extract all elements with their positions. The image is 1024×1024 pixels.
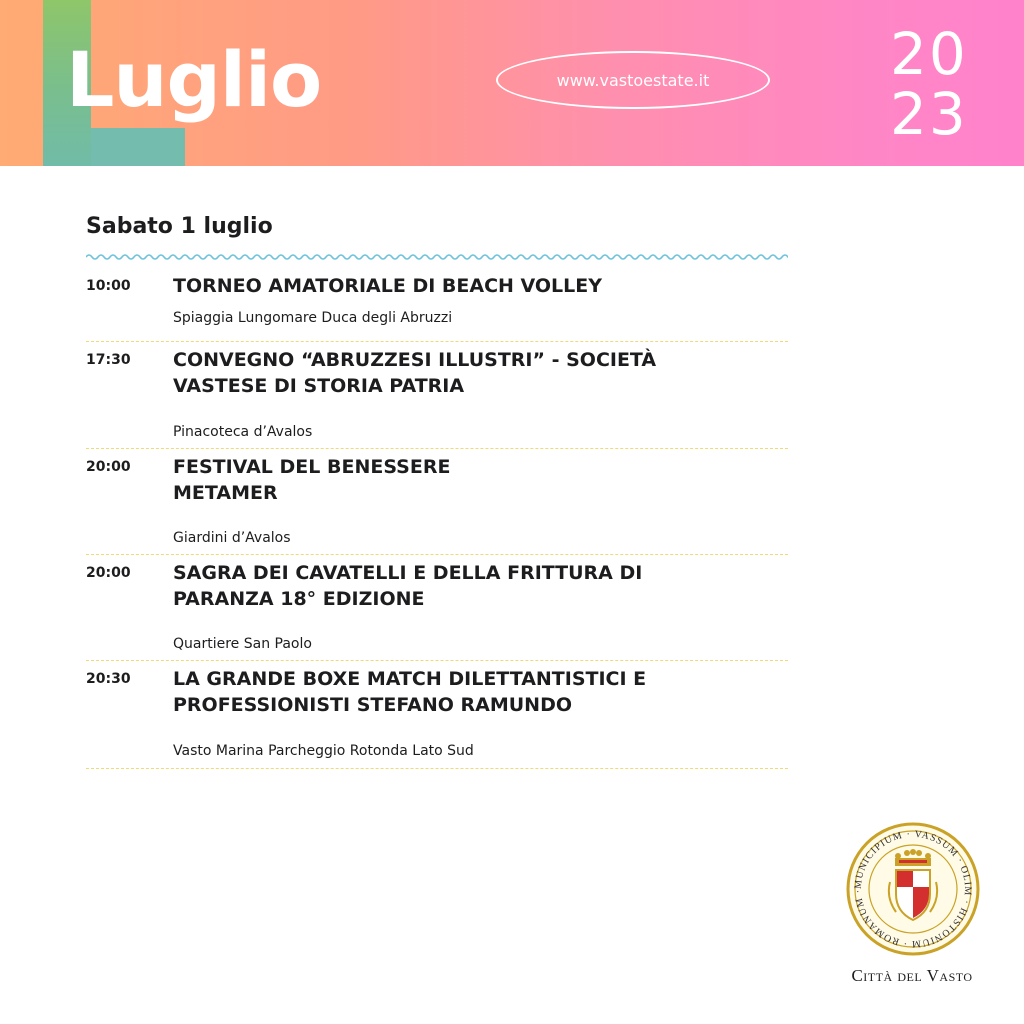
decorative-teal-block [91,128,185,166]
month-title: Luglio [66,35,322,124]
event-item [86,661,788,769]
wave-divider [86,251,788,263]
event-time: 20:00 [86,459,131,475]
event-venue: Vasto Marina Parcheggio Rotonda Lato Sud [173,743,474,759]
year-top: 20 [890,20,968,88]
event-title [173,454,773,506]
header-banner [0,0,1024,166]
event-venue: Giardini d’Avalos [173,530,291,546]
event-venue: Spiaggia Lungomare Duca degli Abruzzi [173,310,453,326]
year-bottom: 23 [890,80,968,148]
seal-inscription: MUNICIPIUM · VASSUM · OLIM · HISTONIUM · ROMANUM · [852,828,974,950]
event-title: TORNEO AMATORIALE DI BEACH VOLLEY [173,275,603,297]
event-title: CONVEGNO “ABRUZZESI ILLUSTRI” - SOCIETÀ VASTESE DI STORIA PATRIA [173,349,657,397]
event-item [86,268,788,342]
event-time: 20:00 [86,565,131,581]
event-item [86,449,788,555]
website-link[interactable]: www.vastoestate.it [496,51,770,109]
event-title: SAGRA DEI CAVATELLI E DELLA FRITTURA DI PARANZA 18° EDIZIONE [173,562,643,610]
event-title-line: FESTIVAL DEL BENESSERE [173,456,451,478]
year-label [890,20,980,148]
city-name: Città del Vasto [851,966,973,985]
day-title: Sabato 1 luglio [86,214,273,239]
event-venue: Quartiere San Paolo [173,636,312,652]
event-item [86,555,788,661]
event-time: 10:00 [86,278,131,294]
event-title-line: METAMER [173,482,278,504]
event-list [86,268,788,769]
event-time: 17:30 [86,352,131,368]
event-item [86,342,788,449]
city-seal [846,822,980,956]
event-title: LA GRANDE BOXE MATCH DILETTANTISTICI E PROFESSIONISTI STEFANO RAMUNDO [173,668,647,716]
event-venue: Pinacoteca d’Avalos [173,424,313,440]
event-time: 20:30 [86,671,131,687]
